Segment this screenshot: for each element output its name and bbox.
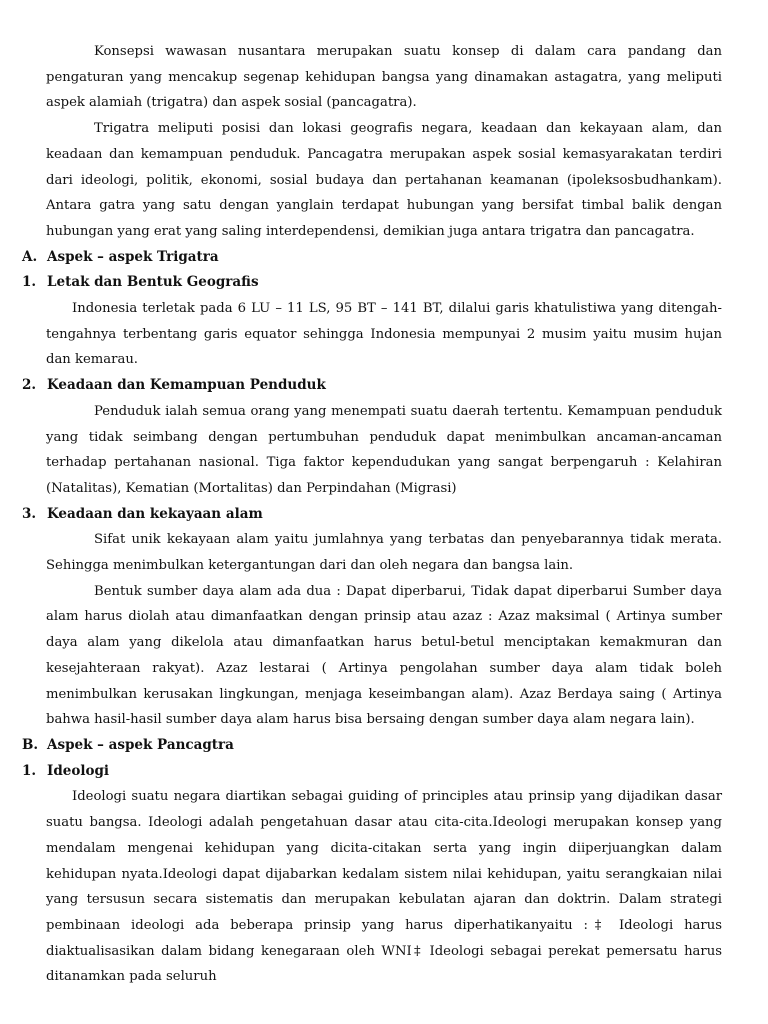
heading-number: 3. <box>22 505 37 522</box>
heading-title: Letak dan Bentuk Geografis <box>47 274 259 291</box>
heading-title: Ideologi <box>47 762 110 779</box>
section-a-marker: A. <box>22 248 38 265</box>
section-b-title: Aspek – aspek Pancagtra <box>47 736 234 753</box>
heading-kekayaan-alam <box>22 502 722 528</box>
paragraph-kekayaan-alam-2: Bentuk sumber daya alam ada dua : Dapat diperbarui, Tidak dapat diperbarui Sumber daya alam harus diolah atau dimanfaatkan dengan prinsip atau azaz : Azaz maksimal ( Artinya sumber daya alam yang dikelola atau dimanfaatkan harus betul-betul menciptakan kemakmuran dan kesejahteraan rakyat). Azaz lestarai ( Artinya pengolahan sumber daya alam tidak boleh menimbulkan kerusakan lingkungan, menjaga keseimbangan alam). Azaz Berdaya saing ( Artinya bahwa hasil-hasil sumber daya alam harus bisa bersaing dengan sumber daya alam negara lain). <box>46 583 722 728</box>
section-b-heading <box>22 733 722 759</box>
section-a-heading <box>22 245 722 271</box>
intro-paragraph-2: Trigatra meliputi posisi dan lokasi geografis negara, keadaan dan kekayaan alam, dan keadaan dan kemampuan penduduk. Pancagatra merupakan aspek sosial kemasyarakatan terdiri dari ideologi, politik, ekonomi, sosial budaya dan pertahanan keamanan (ipoleksosbudhankam). Antara gatra yang satu dengan yanglain terdapat hubungan yang bersifat timbal balik dengan hubungan yang erat yang saling interdependensi, demikian juga antara trigatra dan pancagatra. <box>46 121 722 239</box>
paragraph-ideologi: Ideologi suatu negara diartikan sebagai guiding of principles atau prinsip yang dijadikan dasar suatu bangsa. Ideologi adalah pengetahuan dasar atau cita-cita.Ideologi merupakan konsep yang mendalam mengenai kehidupan yang dicita-citakan serta yang ingin diiperjuangkan dalam kehidupan nyata.Ideologi dapat dijabarkan kedalam sistem nilai kehidupan, yaitu serangkaian nilai yang tersusun secara sistematis dan merupakan kebulatan ajaran dan doktrin. Dalam strategi pembinaan ideologi ada beberapa prinsip yang harus diperhatikanyaitu :‡ Ideologi harus diaktualisasikan dalam bidang kenegaraan oleh WNI‡ Ideologi sebagai perekat pemersatu harus ditanamkan pada seluruh <box>46 789 722 985</box>
heading-title: Keadaan dan Kemampuan Penduduk <box>47 377 326 394</box>
heading-title: Keadaan dan kekayaan alam <box>47 505 263 522</box>
paragraph-letak-geografis: Indonesia terletak pada 6 LU – 11 LS, 95 BT – 141 BT, dilalui garis khatulistiwa yang ditengah-tengahnya terbentang garis equator sehingga Indonesia mempunyai 2 musim yaitu musim hujan dan kemarau. <box>46 301 722 368</box>
heading-number: 1. <box>22 274 37 291</box>
paragraph-kekayaan-alam-1: Sifat unik kekayaan alam yaitu jumlahnya yang terbatas dan penyebarannya tidak merata. Sehingga menimbulkan ketergantungan dari dan oleh negara dan bangsa lain. <box>46 532 722 574</box>
intro-paragraph-1: Konsepsi wawasan nusantara merupakan suatu konsep di dalam cara pandang dan pengaturan yang mencakup segenap kehidupan bangsa yang dinamakan astagatra, yang meliputi aspek alamiah (trigatra) dan aspek sosial (pancagatra). <box>46 44 722 111</box>
heading-number: 2. <box>22 377 37 394</box>
heading-letak-geografis <box>22 270 722 296</box>
heading-number: 1. <box>22 762 37 779</box>
heading-ideologi <box>22 759 722 785</box>
section-a-title: Aspek – aspek Trigatra <box>47 248 219 265</box>
section-b-marker: B. <box>22 736 39 753</box>
document-body <box>22 39 722 990</box>
heading-kemampuan-penduduk <box>22 373 722 399</box>
paragraph-kemampuan-penduduk: Penduduk ialah semua orang yang menempati suatu daerah tertentu. Kemampuan penduduk yang tidak seimbang dengan pertumbuhan penduduk dapat menimbulkan ancaman-ancaman terhadap pertahanan nasional. Tiga faktor kependudukan yang sangat berpengaruh : Kelahiran (Natalitas), Kematian (Mortalitas) dan Perpindahan (Migrasi) <box>46 403 722 496</box>
